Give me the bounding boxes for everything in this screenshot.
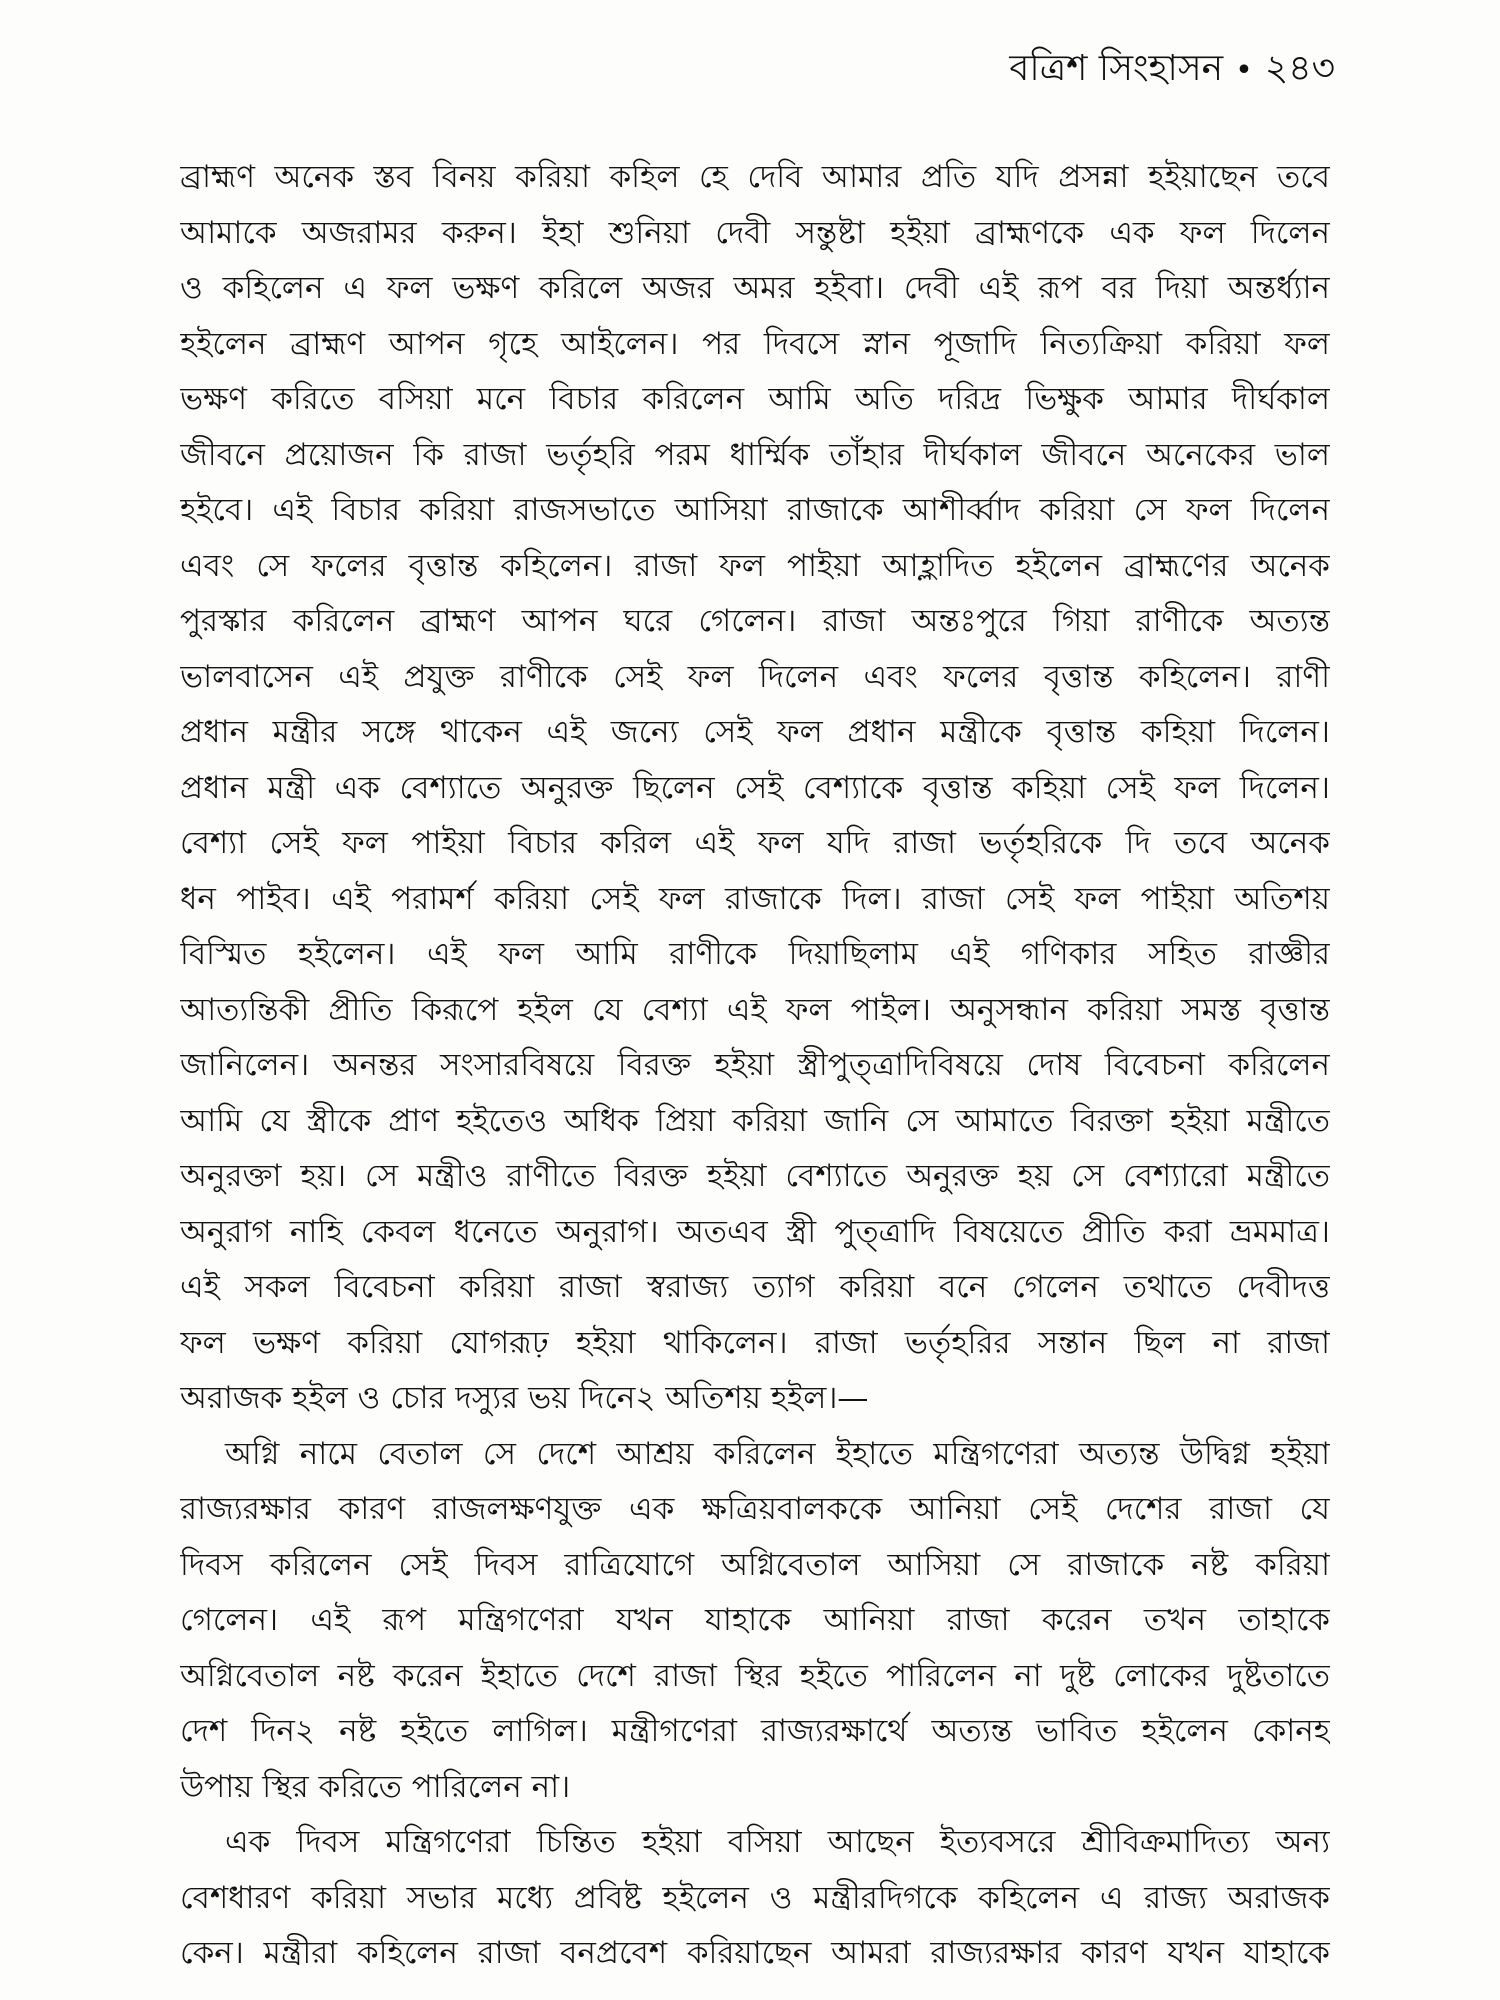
running-header [1009,44,1335,94]
text-line: আমাকে অজরামর করুন। ইহা শুনিয়া দেবী সন্তুষ্টা হইয়া ব্রাহ্মণকে এক ফল দিলেন [180,214,1330,251]
text-line: আত্যন্তিকী প্রীতি কিরূপে হইল যে বেশ্যা এই ফল পাইল। অনুসন্ধান করিয়া সমস্ত বৃত্তান্ত [180,991,1330,1028]
text-line: গেলেন। এই রূপ মন্ত্রিগণেরা যখন যাহাকে আনিয়া রাজা করেন তখন তাহাকে [180,1602,1330,1638]
text-line: আমি যে স্ত্রীকে প্রাণ হইতেও অধিক প্রিয়া করিয়া জানি সে আমাতে বিরক্তা হইয়া মন্ত্রীতে [180,1102,1330,1139]
text-line: দেশ দিন২ নষ্ট হইতে লাগিল। মন্ত্রীগণেরা রাজ্যরক্ষার্থে অত্যন্ত ভাবিত হইলেন কোনহ [180,1713,1330,1749]
text-line: অগ্নিবেতাল নষ্ট করেন ইহাতে দেশে রাজা স্থির হইতে পারিলেন না দুষ্ট লোকের দুষ্টতাতে [180,1657,1330,1694]
paragraph [180,1815,1330,1982]
book-title: বত্রিশ সিংহাসন [1009,48,1224,89]
text-line: ধন পাইব। এই পরামর্শ করিয়া সেই ফল রাজাকে দিল। রাজা সেই ফল পাইয়া অতিশয় [180,880,1330,917]
text-line: ভালবাসেন এই প্রযুক্ত রাণীকে সেই ফল দিলেন এবং ফলের বৃত্তান্ত কহিলেন। রাণী [180,658,1330,695]
text-line: অনুরাগ নাহি কেবল ধনেতে অনুরাগ। অতএব স্ত্রী পুত্ত্রাদি বিষয়েতে প্রীতি করা ভ্রমমাত্র। [180,1213,1330,1250]
text-line: ও কহিলেন এ ফল ভক্ষণ করিলে অজর অমর হইবা। দেবী এই রূপ বর দিয়া অন্তর্ধ্যান [180,270,1330,306]
text-line: উপায় স্থির করিতে পারিলেন না। [180,1768,571,1805]
text-line: অরাজক হইল ও চোর দস্যুর ভয় দিনে২ অতিশয় হইল।— [180,1380,869,1416]
body-text [180,150,1330,1982]
text-line: বেশধারণ করিয়া সভার মধ্যে প্রবিষ্ট হইলেন ও মন্ত্রীরদিগকে কহিলেন এ রাজ্য অরাজক [180,1879,1330,1916]
text-line: এবং সে ফলের বৃত্তান্ত কহিলেন। রাজা ফল পাইয়া আহ্লাদিত হইলেন ব্রাহ্মণের অনেক [180,547,1330,584]
text-line: প্রধান মন্ত্রী এক বেশ্যাতে অনুরক্ত ছিলেন সেই বেশ্যাকে বৃত্তান্ত কহিয়া সেই ফল দিলেন। [180,769,1330,806]
text-line: ফল ভক্ষণ করিয়া যোগরূঢ় হইয়া থাকিলেন। রাজা ভর্তৃহরির সন্তান ছিল না রাজা [180,1324,1330,1361]
paragraph [180,1427,1330,1816]
text-line: অনুরক্তা হয়। সে মন্ত্রীও রাণীতে বিরক্ত হইয়া বেশ্যাতে অনুরক্ত হয় সে বেশ্যারো মন্ত্রীতে [180,1158,1330,1194]
text-line: অগ্নি নামে বেতাল সে দেশে আশ্রয় করিলেন ইহাতে মন্ত্রিগণেরা অত্যন্ত উদ্বিগ্ন হইয়া [225,1435,1330,1472]
text-line: হইবে। এই বিচার করিয়া রাজসভাতে আসিয়া রাজাকে আশীর্ব্বাদ করিয়া সে ফল দিলেন [180,492,1330,528]
text-line: জীবনে প্রয়োজন কি রাজা ভর্তৃহরি পরম ধার্ম্মিক তাঁহার দীর্ঘকাল জীবনে অনেকের ভাল [180,436,1330,473]
text-line: এক দিবস মন্ত্রিগণেরা চিন্তিত হইয়া বসিয়া আছেন ইত্যবসরে শ্রীবিক্রমাদিত্য অন্য [225,1824,1330,1860]
text-line: দিবস করিলেন সেই দিবস রাত্রিযোগে অগ্নিবেতাল আসিয়া সে রাজাকে নষ্ট করিয়া [180,1546,1330,1583]
text-line: ভক্ষণ করিতে বসিয়া মনে বিচার করিলেন আমি অতি দরিদ্র ভিক্ষুক আমার দীর্ঘকাল [180,381,1330,417]
text-line: জানিলেন। অনন্তর সংসারবিষয়ে বিরক্ত হইয়া স্ত্রীপুত্ত্রাদিবিষয়ে দোষ বিবেচনা করিলেন [180,1047,1330,1083]
text-line: বেশ্যা সেই ফল পাইয়া বিচার করিল এই ফল যদি রাজা ভর্তৃহরিকে দি তবে অনেক [180,825,1330,861]
text-line: বিস্মিত হইলেন। এই ফল আমি রাণীকে দিয়াছিলাম এই গণিকার সহিত রাজ্ঞীর [180,936,1330,972]
header-separator: • [1235,53,1253,88]
text-line: হইলেন ব্রাহ্মণ আপন গৃহে আইলেন। পর দিবসে স্নান পূজাদি নিত্যক্রিয়া করিয়া ফল [180,325,1330,362]
text-line: ব্রাহ্মণ অনেক স্তব বিনয় করিয়া কহিল হে দেবি আমার প্রতি যদি প্রসন্না হইয়াছেন তবে [180,159,1330,195]
text-line: কেন। মন্ত্রীরা কহিলেন রাজা বনপ্রবেশ করিয়াছেন আমরা রাজ্যরক্ষার কারণ যখন যাহাকে [180,1935,1330,1971]
text-line: পুরস্কার করিলেন ব্রাহ্মণ আপন ঘরে গেলেন। রাজা অন্তঃপুরে গিয়া রাণীকে অত্যন্ত [180,603,1330,639]
text-line: এই সকল বিবেচনা করিয়া রাজা স্বরাজ্য ত্যাগ করিয়া বনে গেলেন তথাতে দেবীদত্ত [180,1269,1330,1305]
text-line: রাজ্যরক্ষার কারণ রাজলক্ষণযুক্ত এক ক্ষত্রিয়বালককে আনিয়া সেই দেশের রাজা যে [180,1491,1330,1527]
paragraph [180,150,1330,1427]
page-number: ২৪৩ [1264,48,1335,89]
text-line: প্রধান মন্ত্রীর সঙ্গে থাকেন এই জন্যে সেই ফল প্রধান মন্ত্রীকে বৃত্তান্ত কহিয়া দিলেন। [180,714,1330,750]
